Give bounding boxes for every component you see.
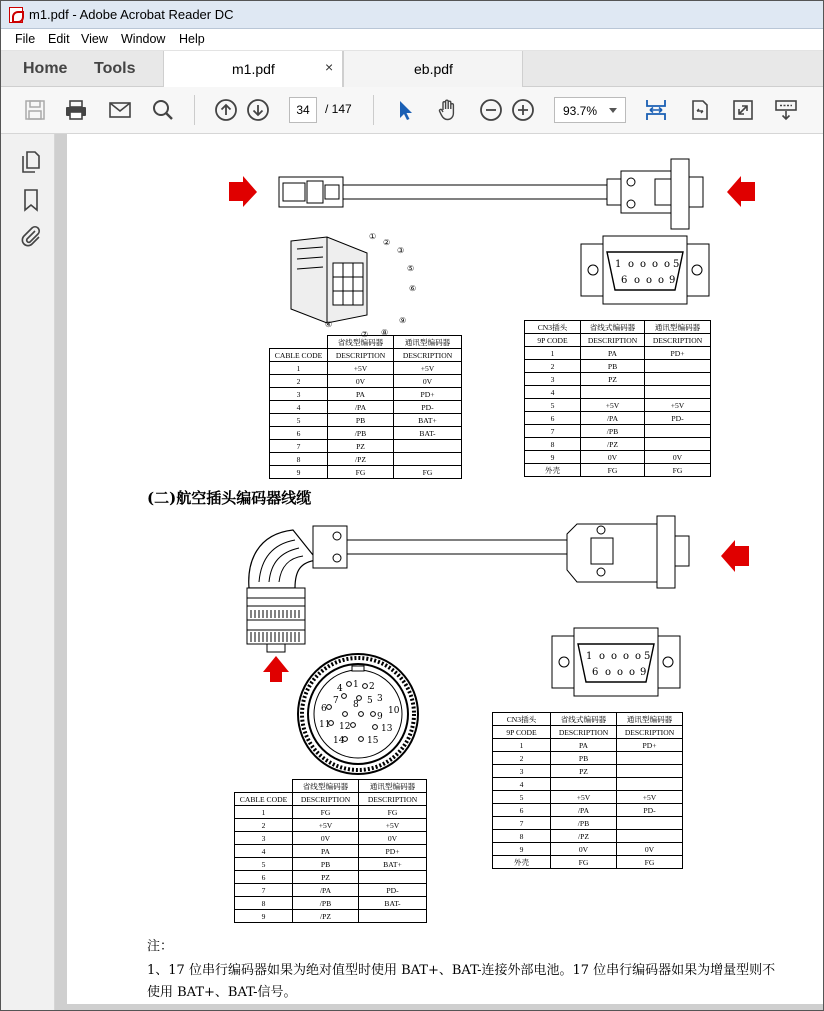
print-icon[interactable] bbox=[64, 98, 88, 122]
table-header: 通讯型编码器 bbox=[359, 780, 427, 793]
table-cell: PZ bbox=[551, 765, 617, 778]
table-cell: PB bbox=[581, 360, 645, 373]
table-cell: /PZ bbox=[293, 910, 359, 923]
table-cell: +5V bbox=[617, 791, 683, 804]
zoom-in-icon[interactable] bbox=[511, 98, 535, 122]
tools-tab[interactable]: Tools bbox=[94, 60, 136, 77]
note-label: 注： bbox=[147, 939, 174, 954]
table-cell: PD- bbox=[359, 884, 427, 897]
table-cell bbox=[551, 778, 617, 791]
pdf-page bbox=[67, 134, 824, 1004]
table-cell: +5V bbox=[328, 362, 394, 375]
table-cell: FG bbox=[581, 464, 645, 477]
table-cell: /PA bbox=[551, 804, 617, 817]
table-cell: FG bbox=[645, 464, 711, 477]
table-cell bbox=[617, 830, 683, 843]
table-header: DESCRIPTION bbox=[645, 334, 711, 347]
table-cell: 3 bbox=[235, 832, 293, 845]
table-header: CABLE CODE bbox=[235, 793, 293, 806]
table-cell: PD+ bbox=[645, 347, 711, 360]
db9-pin-label: 6 bbox=[592, 667, 599, 678]
table-cell: 8 bbox=[493, 830, 551, 843]
db9-pin-label: 9 bbox=[640, 667, 647, 678]
save-icon[interactable] bbox=[23, 98, 47, 122]
table-cell bbox=[394, 440, 462, 453]
table-cell bbox=[645, 438, 711, 451]
table-cell bbox=[394, 453, 462, 466]
toolbar bbox=[1, 87, 824, 134]
table-header: DESCRIPTION bbox=[293, 793, 359, 806]
pin-callout: ① bbox=[369, 232, 377, 241]
rotate-page-icon[interactable] bbox=[688, 98, 712, 122]
table-cell: /PB bbox=[551, 817, 617, 830]
table-cell: 1 bbox=[525, 347, 581, 360]
table-cell: 9 bbox=[270, 466, 328, 479]
table-cell: 0V bbox=[551, 843, 617, 856]
table-cell: 6 bbox=[235, 871, 293, 884]
table-cell: FG bbox=[617, 856, 683, 869]
table-cell: PD+ bbox=[617, 739, 683, 752]
db9-pin: o bbox=[635, 651, 642, 662]
menu-file[interactable]: File bbox=[15, 32, 36, 46]
db9-pin: o bbox=[652, 259, 659, 270]
title-bar bbox=[1, 1, 824, 29]
table-cell: 9 bbox=[493, 843, 551, 856]
table-cell: 0V bbox=[359, 832, 427, 845]
chevron-down-icon bbox=[609, 108, 617, 113]
table-header: DESCRIPTION bbox=[359, 793, 427, 806]
attachment-icon[interactable] bbox=[19, 224, 43, 248]
table-cell: 3 bbox=[525, 373, 581, 386]
table-cable-pinout-2 bbox=[234, 779, 427, 923]
table-cell: PB bbox=[328, 414, 394, 427]
table-cell: 4 bbox=[493, 778, 551, 791]
db9-pin: o bbox=[658, 275, 665, 286]
table-cell: PZ bbox=[328, 440, 394, 453]
db9-pin: o bbox=[611, 651, 618, 662]
document-viewer[interactable] bbox=[55, 134, 824, 1011]
db9-pin-label: 5 bbox=[644, 651, 651, 662]
table-cell: /PB bbox=[581, 425, 645, 438]
table-cell: +5V bbox=[551, 791, 617, 804]
db9-pin: o bbox=[623, 651, 630, 662]
menu-view[interactable]: View bbox=[81, 32, 108, 46]
table-cell: 4 bbox=[525, 386, 581, 399]
table-header: 9P CODE bbox=[525, 334, 581, 347]
table-cell: 0V bbox=[581, 451, 645, 464]
table-cell: 0V bbox=[293, 832, 359, 845]
table-cell: 7 bbox=[525, 425, 581, 438]
table-cell: 7 bbox=[235, 884, 293, 897]
db9-pin: o bbox=[634, 275, 641, 286]
tab-label: m1.pdf bbox=[232, 61, 275, 77]
table-cell: /PA bbox=[328, 401, 394, 414]
table-header: 通讯型编码器 bbox=[645, 321, 711, 334]
table-header: DESCRIPTION bbox=[328, 349, 394, 362]
aviation-pin-label: 12 bbox=[339, 722, 351, 732]
table-cell: 4 bbox=[235, 845, 293, 858]
menu-edit[interactable]: Edit bbox=[48, 32, 70, 46]
download-comments-icon[interactable] bbox=[774, 98, 798, 122]
table-cell: /PA bbox=[293, 884, 359, 897]
table-cell: FG bbox=[328, 466, 394, 479]
tab-label: eb.pdf bbox=[414, 61, 453, 77]
table-cell: FG bbox=[394, 466, 462, 479]
table-cell: +5V bbox=[359, 819, 427, 832]
table-cell: /PZ bbox=[581, 438, 645, 451]
table-cell: 外壳 bbox=[525, 464, 581, 477]
table-cell: /PZ bbox=[328, 453, 394, 466]
menu-help[interactable]: Help bbox=[179, 32, 205, 46]
table-header: CN3插头 bbox=[493, 713, 551, 726]
zoom-out-icon[interactable] bbox=[479, 98, 503, 122]
table-cell: /PB bbox=[328, 427, 394, 440]
table-cell: PD- bbox=[645, 412, 711, 425]
table-cell: 5 bbox=[525, 399, 581, 412]
table-cn3-pinout-1 bbox=[524, 320, 711, 477]
aviation-pin-label: 10 bbox=[388, 706, 400, 716]
table-header: 省线式编码器 bbox=[551, 713, 617, 726]
table-cell: 2 bbox=[525, 360, 581, 373]
table-cell: +5V bbox=[293, 819, 359, 832]
table-cell: 6 bbox=[493, 804, 551, 817]
fit-page-icon[interactable] bbox=[644, 98, 668, 122]
table-cell: PA bbox=[581, 347, 645, 360]
pin-callout: ⑧ bbox=[381, 328, 389, 337]
table-cell: +5V bbox=[645, 399, 711, 412]
acrobat-pdf-icon bbox=[9, 7, 23, 23]
aviation-connector-face bbox=[295, 651, 421, 777]
table-header: 通讯型编码器 bbox=[394, 336, 462, 349]
aviation-pin-label: 6 bbox=[321, 704, 327, 714]
db9-pin: o bbox=[605, 667, 612, 678]
table-cell: PB bbox=[293, 858, 359, 871]
table-header: 省线型编码器 bbox=[293, 780, 359, 793]
pin-callout: ② bbox=[383, 238, 391, 247]
table-cell: 外壳 bbox=[493, 856, 551, 869]
db9-connector-face-1 bbox=[579, 234, 711, 306]
select-cursor-icon[interactable] bbox=[394, 98, 418, 122]
table-cell: 6 bbox=[270, 427, 328, 440]
db9-pin-label: 6 bbox=[621, 275, 628, 286]
aviation-pin-label: 14 bbox=[333, 736, 345, 746]
table-header: DESCRIPTION bbox=[581, 334, 645, 347]
zoom-value: 93.7% bbox=[563, 104, 598, 118]
pin-callout: ④ bbox=[325, 320, 333, 329]
table-header: DESCRIPTION bbox=[551, 726, 617, 739]
table-cell: 2 bbox=[270, 375, 328, 388]
table-cell: 4 bbox=[270, 401, 328, 414]
table-cable-pinout-1 bbox=[269, 335, 462, 479]
table-cell: 0V bbox=[328, 375, 394, 388]
db9-pin: o bbox=[629, 667, 636, 678]
table-cell bbox=[645, 373, 711, 386]
table-cell: 7 bbox=[270, 440, 328, 453]
table-header: CABLE CODE bbox=[270, 349, 328, 362]
aviation-pin-label: 9 bbox=[377, 712, 383, 722]
db9-pin-label: 9 bbox=[669, 275, 676, 286]
table-cell: FG bbox=[359, 806, 427, 819]
page-total: / 147 bbox=[325, 102, 352, 116]
table-cell: /PB bbox=[293, 897, 359, 910]
table-cell bbox=[617, 778, 683, 791]
table-header: 通讯型编码器 bbox=[617, 713, 683, 726]
table-cell: PA bbox=[293, 845, 359, 858]
table-cell: BAT- bbox=[394, 427, 462, 440]
aviation-pin-label: 5 bbox=[367, 696, 373, 706]
table-cell: PD- bbox=[617, 804, 683, 817]
note-line: 1、17 位串行编码器如果为绝对值型时使用 BAT+、BAT-连接外部电池。17 位串行编码器如果为增量型则不 bbox=[147, 963, 776, 978]
hand-tool-icon[interactable] bbox=[436, 98, 460, 122]
aviation-pin-label: 3 bbox=[377, 694, 383, 704]
close-tab-icon[interactable]: × bbox=[325, 59, 334, 75]
table-cell: 2 bbox=[235, 819, 293, 832]
page-number-input[interactable]: 34 bbox=[289, 97, 317, 123]
tab-m1-pdf[interactable] bbox=[163, 51, 343, 87]
table-cell bbox=[359, 910, 427, 923]
left-navigation-panel bbox=[1, 134, 55, 1011]
previous-page-icon[interactable] bbox=[214, 98, 238, 122]
menu-window[interactable]: Window bbox=[121, 32, 166, 46]
aviation-pin-label: 8 bbox=[353, 700, 359, 710]
aviation-pin-label: 15 bbox=[367, 736, 379, 746]
table-cell bbox=[617, 817, 683, 830]
table-cell: 3 bbox=[270, 388, 328, 401]
section-heading: (二)航空插头编码器线缆 bbox=[147, 489, 312, 507]
home-tab[interactable]: Home bbox=[23, 60, 68, 77]
table-cell: FG bbox=[293, 806, 359, 819]
table-cell: 3 bbox=[493, 765, 551, 778]
table-cell: PZ bbox=[581, 373, 645, 386]
db9-pin: o bbox=[628, 259, 635, 270]
db9-pin: o bbox=[664, 259, 671, 270]
table-cell: BAT+ bbox=[359, 858, 427, 871]
note-line: 使用 BAT+、BAT-信号。 bbox=[147, 985, 297, 1000]
aviation-pin-label: 4 bbox=[337, 684, 343, 694]
db9-pin: o bbox=[646, 275, 653, 286]
db9-pin: o bbox=[640, 259, 647, 270]
pin-callout: ⑥ bbox=[409, 284, 417, 293]
table-cell: 5 bbox=[235, 858, 293, 871]
table-cell: PD+ bbox=[359, 845, 427, 858]
table-header: DESCRIPTION bbox=[617, 726, 683, 739]
aviation-pin-label: 7 bbox=[333, 696, 339, 706]
page-thumbnails-icon[interactable] bbox=[19, 150, 43, 174]
search-icon[interactable] bbox=[151, 98, 175, 122]
table-header: 省线型编码器 bbox=[328, 336, 394, 349]
zoom-level-dropdown[interactable] bbox=[554, 97, 626, 123]
table-header: DESCRIPTION bbox=[394, 349, 462, 362]
table-cell: PA bbox=[328, 388, 394, 401]
table-cell: 2 bbox=[493, 752, 551, 765]
window-title: m1.pdf - Adobe Acrobat Reader DC bbox=[29, 7, 234, 22]
table-cell bbox=[617, 752, 683, 765]
table-cell: /PZ bbox=[551, 830, 617, 843]
table-header: 9P CODE bbox=[493, 726, 551, 739]
table-cell: 8 bbox=[270, 453, 328, 466]
table-cell: 5 bbox=[493, 791, 551, 804]
table-cell: 9 bbox=[235, 910, 293, 923]
table-cell: PZ bbox=[293, 871, 359, 884]
db9-pin-label: 1 bbox=[615, 259, 622, 270]
table-cell: PD+ bbox=[394, 388, 462, 401]
table-cell: 9 bbox=[525, 451, 581, 464]
table-cell: 0V bbox=[394, 375, 462, 388]
table-cell: PD- bbox=[394, 401, 462, 414]
db9-connector-face-2 bbox=[550, 626, 682, 698]
table-cell: 0V bbox=[617, 843, 683, 856]
table-cn3-pinout-2 bbox=[492, 712, 683, 869]
table-cell bbox=[645, 425, 711, 438]
pin-callout: ⑤ bbox=[407, 264, 415, 273]
table-cell: PB bbox=[551, 752, 617, 765]
pin-callout: ⑦ bbox=[361, 330, 369, 339]
toolbar-divider bbox=[373, 95, 374, 125]
table-cell: PA bbox=[551, 739, 617, 752]
table-cell bbox=[645, 360, 711, 373]
table-cell: 6 bbox=[525, 412, 581, 425]
pin-callout: ③ bbox=[397, 246, 405, 255]
table-cell: 1 bbox=[235, 806, 293, 819]
table-cell: FG bbox=[551, 856, 617, 869]
next-page-icon[interactable] bbox=[246, 98, 270, 122]
table-cell: 0V bbox=[645, 451, 711, 464]
tab-bar bbox=[1, 51, 824, 87]
table-cell bbox=[581, 386, 645, 399]
table-cell: BAT+ bbox=[394, 414, 462, 427]
email-icon[interactable] bbox=[108, 98, 132, 122]
table-header: CN3插头 bbox=[525, 321, 581, 334]
table-cell bbox=[617, 765, 683, 778]
table-header: 省线式编码器 bbox=[581, 321, 645, 334]
table-cell: 1 bbox=[493, 739, 551, 752]
aviation-pin-label: 13 bbox=[381, 724, 393, 734]
table-cell: +5V bbox=[394, 362, 462, 375]
menu-bar bbox=[1, 29, 824, 51]
bookmark-icon[interactable] bbox=[19, 188, 43, 212]
aviation-pin-label: 1 bbox=[353, 680, 359, 690]
db9-pin: o bbox=[599, 651, 606, 662]
db9-pin: o bbox=[617, 667, 624, 678]
table-cell: /PA bbox=[581, 412, 645, 425]
table-cell: 7 bbox=[493, 817, 551, 830]
table-cell: 8 bbox=[235, 897, 293, 910]
table-cell bbox=[645, 386, 711, 399]
aviation-pin-label: 11 bbox=[319, 720, 331, 730]
connector-9pin-drawing bbox=[277, 229, 427, 339]
table-cell: 1 bbox=[270, 362, 328, 375]
db9-pin-label: 1 bbox=[586, 651, 593, 662]
db9-pin-label: 5 bbox=[673, 259, 680, 270]
table-cell: 5 bbox=[270, 414, 328, 427]
table-cell: 8 bbox=[525, 438, 581, 451]
toolbar-divider bbox=[194, 95, 195, 125]
full-screen-icon[interactable] bbox=[731, 98, 755, 122]
table-cell: +5V bbox=[581, 399, 645, 412]
table-cell: BAT- bbox=[359, 897, 427, 910]
table-cell bbox=[359, 871, 427, 884]
tab-eb-pdf[interactable] bbox=[343, 51, 523, 87]
pin-callout: ⑨ bbox=[399, 316, 407, 325]
aviation-pin-label: 2 bbox=[369, 682, 375, 692]
